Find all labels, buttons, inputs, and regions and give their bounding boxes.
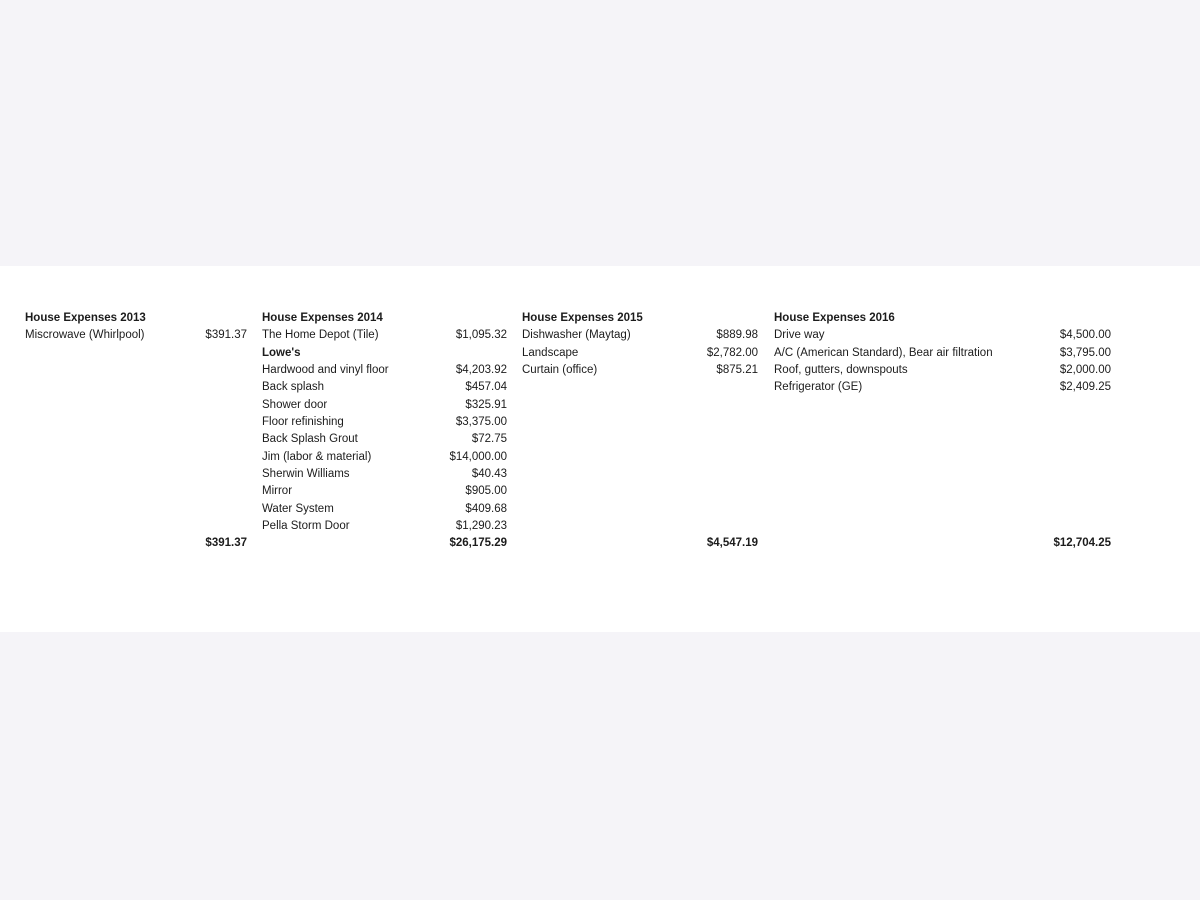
expense-label: Shower door: [262, 398, 328, 411]
expense-row: [262, 414, 507, 431]
column-total-row-2016: [774, 535, 1111, 552]
expense-label: Drive way: [774, 329, 825, 342]
expense-label: Miscrowave (Whirlpool): [25, 329, 145, 342]
expense-label: Pella Storm Door: [262, 519, 350, 532]
expense-row: [774, 379, 1111, 396]
expense-label: Back Splash Grout: [262, 433, 358, 446]
expense-amount: $72.75: [471, 433, 507, 446]
expense-label: Sherwin Williams: [262, 467, 350, 480]
column-total-row-2014: [262, 535, 507, 552]
expense-amount: $325.91: [465, 398, 507, 411]
expense-column-2014: [262, 310, 507, 553]
expense-label: Roof, gutters, downspouts: [774, 363, 908, 376]
column-title: House Expenses 2015: [522, 312, 643, 324]
expense-amount: $14,000.00: [449, 450, 507, 463]
expense-row: [262, 501, 507, 518]
expense-row: [522, 327, 758, 344]
expense-label: Floor refinishing: [262, 415, 344, 428]
expense-label: A/C (American Standard), Bear air filtration: [774, 346, 993, 359]
expense-amount: $391.37: [205, 329, 247, 342]
expense-row: [25, 327, 247, 344]
expense-row: [262, 397, 507, 414]
expense-row: [774, 327, 1111, 344]
column-title: House Expenses 2013: [25, 312, 146, 324]
expense-row: [262, 379, 507, 396]
expense-label: Back splash: [262, 381, 325, 394]
expense-amount: $875.21: [716, 363, 758, 376]
column-header-2016: [774, 310, 1111, 327]
expense-label: Landscape: [522, 346, 579, 359]
expense-amount: $1,095.32: [455, 329, 507, 342]
column-title: House Expenses 2016: [774, 312, 895, 324]
expense-amount: $889.98: [716, 329, 758, 342]
column-title: House Expenses 2014: [262, 312, 383, 324]
expense-label: Mirror: [262, 485, 293, 498]
expense-row: [262, 466, 507, 483]
expense-amount: $3,375.00: [455, 415, 507, 428]
expense-amount: $409.68: [465, 502, 507, 515]
expense-row: [262, 483, 507, 500]
expense-label: Curtain (office): [522, 363, 598, 376]
expense-column-2013: [25, 310, 247, 553]
expense-column-2015: [522, 310, 758, 553]
expense-amount: $4,203.92: [455, 363, 507, 376]
expense-amount: $2,409.25: [1059, 381, 1111, 394]
expense-row: [522, 345, 758, 362]
expense-amount: $905.00: [465, 485, 507, 498]
expense-column-2016: [774, 310, 1111, 553]
column-header-2014: [262, 310, 507, 327]
expense-label: Jim (labor & material): [262, 450, 372, 463]
expense-row: [262, 518, 507, 535]
expense-label: Water System: [262, 502, 334, 515]
expense-row: [262, 362, 507, 379]
expense-label: The Home Depot (Tile): [262, 329, 379, 342]
expense-label: Dishwasher (Maytag): [522, 329, 631, 342]
expense-row: [774, 362, 1111, 379]
expense-row: [774, 345, 1111, 362]
expense-amount: $2,000.00: [1059, 363, 1111, 376]
expense-amount: $3,795.00: [1059, 346, 1111, 359]
expense-amount: $2,782.00: [706, 346, 758, 359]
column-total: $12,704.25: [1053, 537, 1111, 550]
column-total: $391.37: [205, 537, 247, 550]
expense-row: [262, 345, 507, 362]
expense-row: [262, 449, 507, 466]
expense-amount: $4,500.00: [1059, 329, 1111, 342]
expense-amount: $40.43: [471, 467, 507, 480]
expense-row: [262, 431, 507, 448]
expense-label: Refrigerator (GE): [774, 381, 863, 394]
expense-label: Hardwood and vinyl floor: [262, 363, 389, 376]
expense-amount: $1,290.23: [455, 519, 507, 532]
expense-label: Lowe's: [262, 346, 301, 359]
expense-row: [522, 362, 758, 379]
column-total-row-2015: [522, 535, 758, 552]
column-header-2013: [25, 310, 247, 327]
column-header-2015: [522, 310, 758, 327]
column-total: $26,175.29: [449, 537, 507, 550]
expense-amount: $457.04: [465, 381, 507, 394]
column-total-row-2013: [25, 535, 247, 552]
expense-row: [262, 327, 507, 344]
spreadsheet-page: [0, 266, 1200, 632]
column-total: $4,547.19: [706, 537, 758, 550]
